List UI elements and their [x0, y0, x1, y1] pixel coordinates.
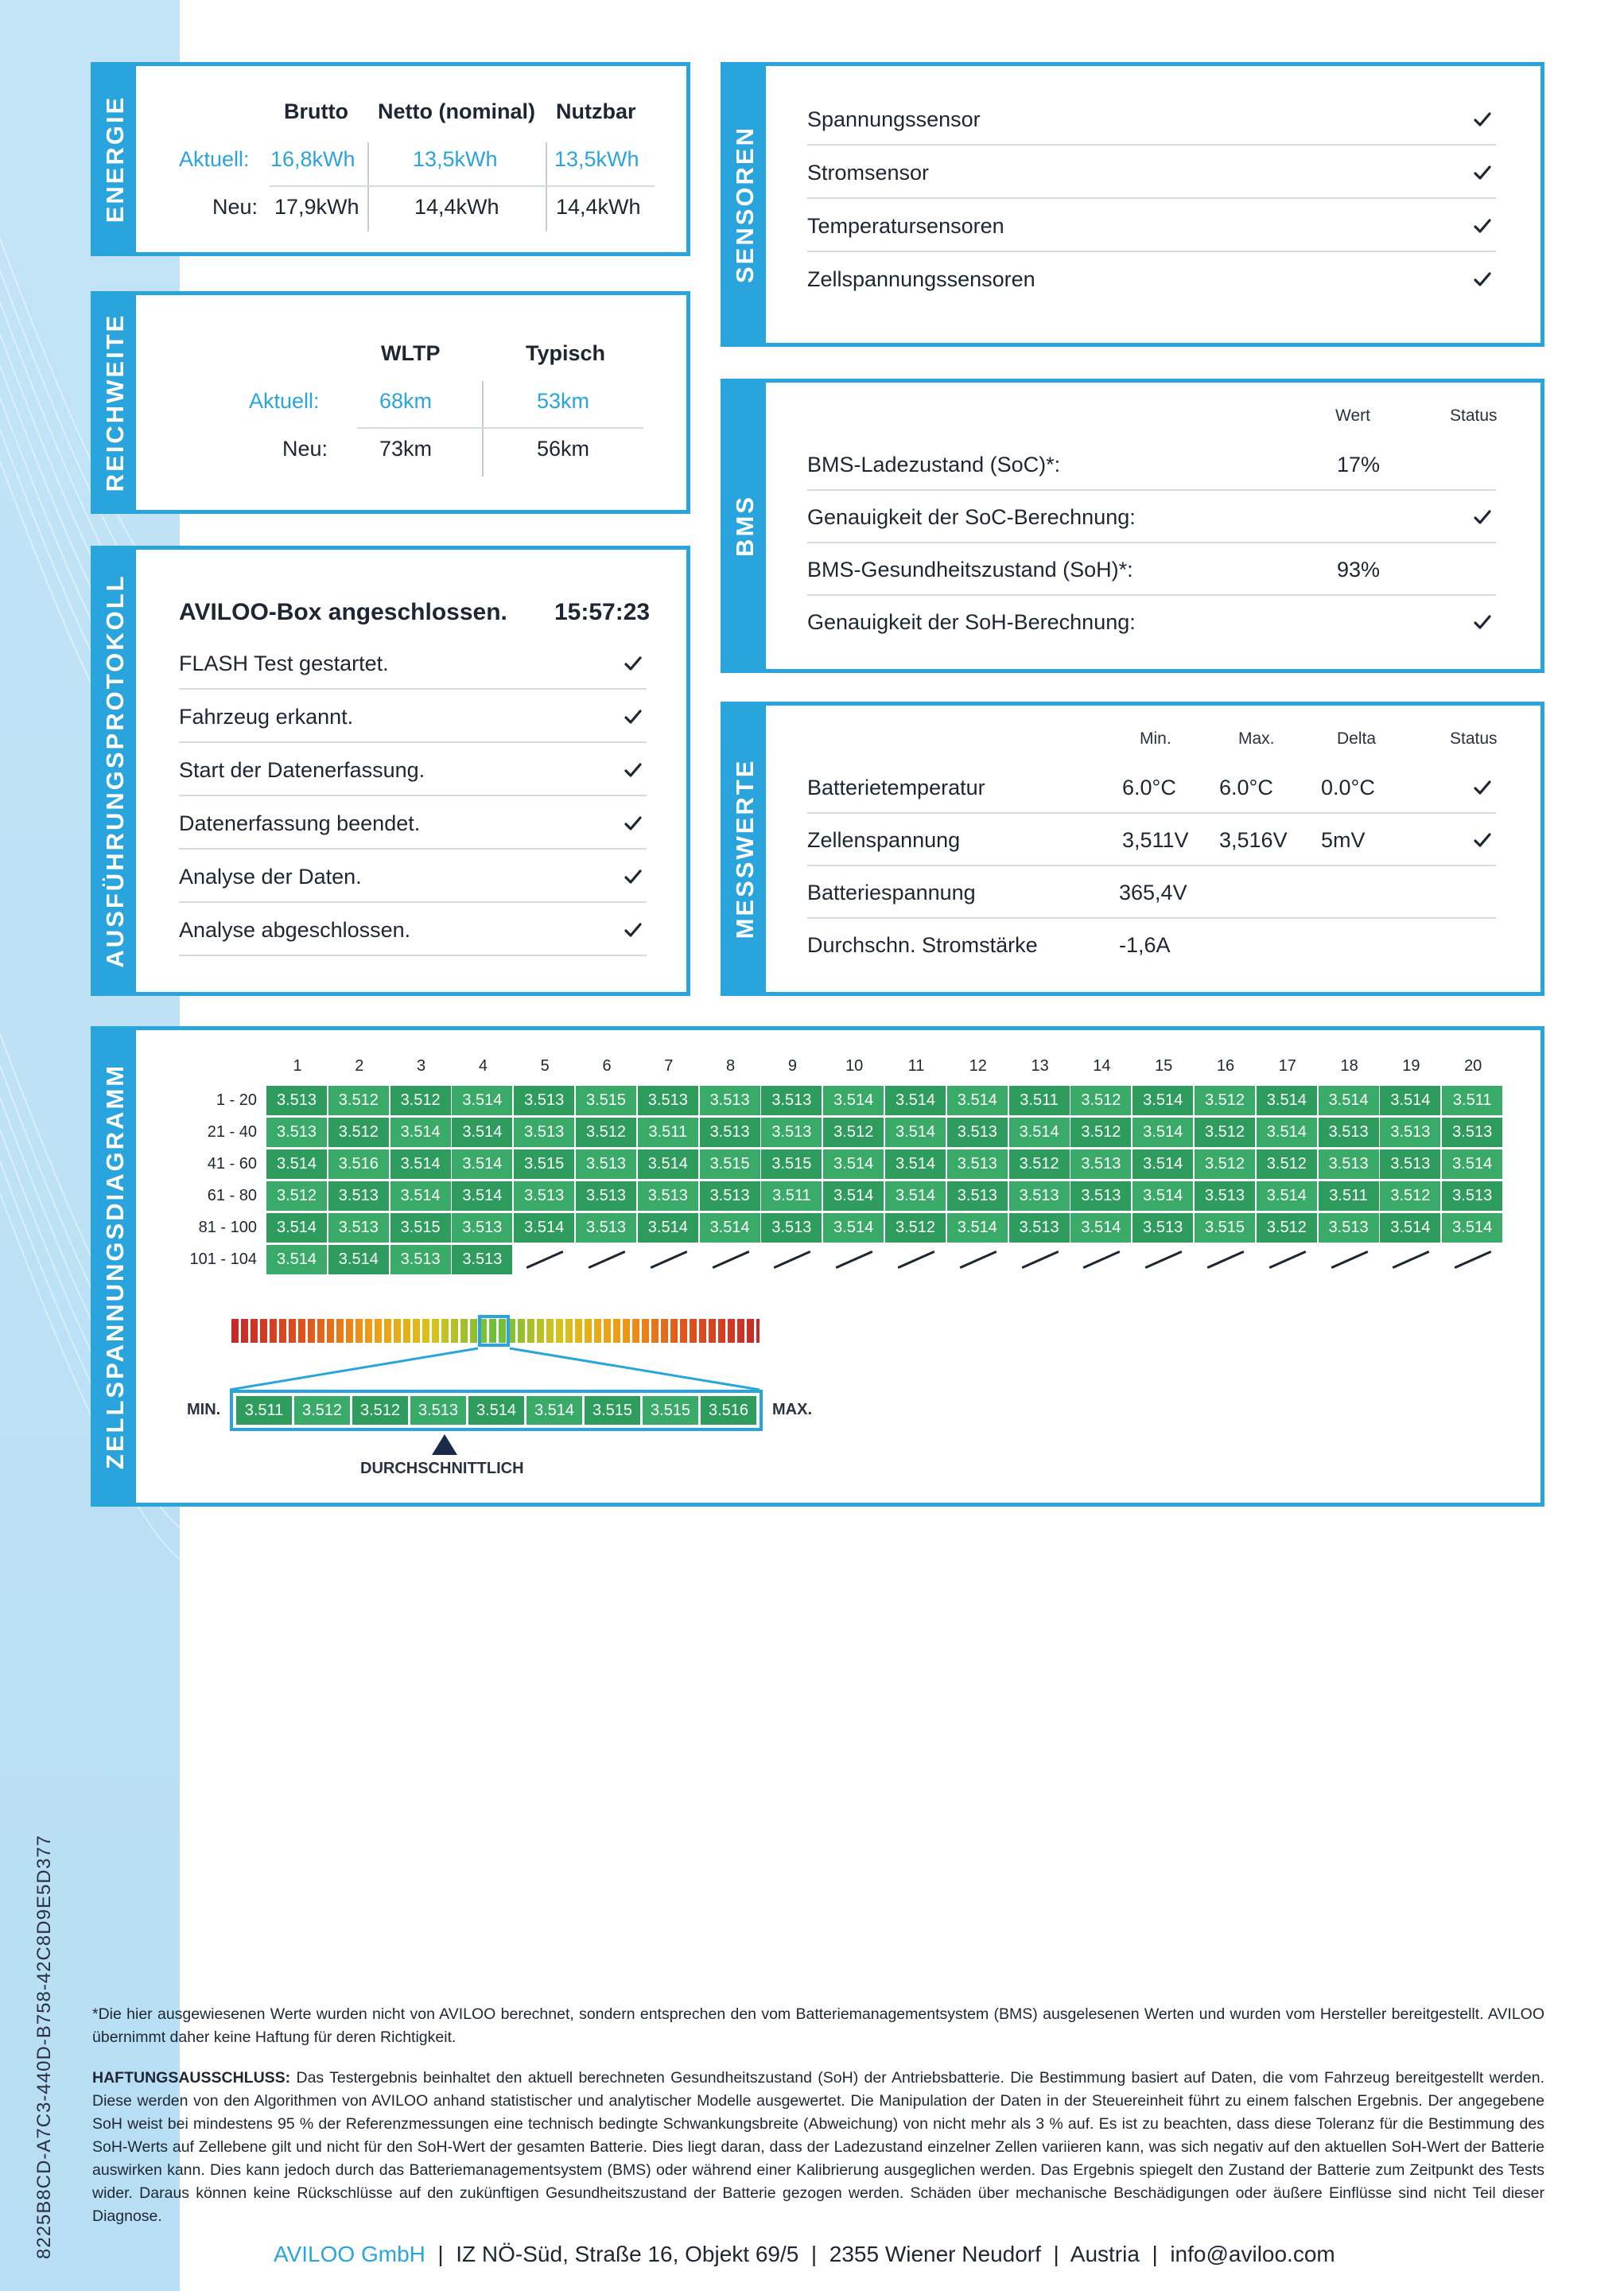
energie-header-nutzbar: Nutzbar: [556, 99, 636, 123]
cell-voltage: 3.511: [1442, 1086, 1502, 1115]
messwert-delta: 5mV: [1321, 828, 1366, 852]
cell-voltage: 3.513: [1319, 1118, 1379, 1147]
cell-voltage: 3.514: [947, 1213, 1008, 1243]
bms-row-value: 17%: [1337, 453, 1381, 476]
bms-side-label: BMS: [725, 383, 766, 669]
grid-row-label: 61 - 80: [207, 1187, 257, 1204]
messwert-min: 6.0°C: [1122, 776, 1176, 799]
footer-city: 2355 Wiener Neudorf: [829, 2242, 1041, 2266]
cell-voltage: 3.514: [1070, 1213, 1131, 1243]
grid-column-number: 8: [726, 1057, 736, 1075]
divider: [357, 427, 643, 429]
messwert-delta: 0.0°C: [1321, 776, 1375, 799]
divider: [807, 865, 1496, 866]
cell-voltage: 3.513: [700, 1181, 760, 1211]
energie-header-brutto: Brutto: [284, 99, 348, 123]
cell-voltage: 3.513: [1009, 1213, 1070, 1243]
cell-voltage: 3.513: [576, 1149, 636, 1179]
cell-voltage: 3.514: [823, 1149, 884, 1179]
cell-voltage: 3.512: [823, 1118, 884, 1147]
reichweite-current-typisch: 53km: [537, 389, 590, 413]
grid-column-number: 1: [293, 1057, 302, 1075]
bms-row-value: 93%: [1337, 558, 1381, 582]
cell-voltage: 3.514: [1257, 1181, 1317, 1211]
bms-col-wert: Wert: [1335, 406, 1370, 425]
cell-voltage: 3.513: [1442, 1118, 1502, 1147]
grid-column-number: 3: [417, 1057, 426, 1075]
cell-voltage: 3.514: [390, 1181, 451, 1211]
cell-voltage: 3.512: [1257, 1149, 1317, 1179]
footer: [274, 2242, 1335, 2267]
cell-voltage: 3.513: [514, 1086, 574, 1115]
average-label: DURCHSCHNITTLICH: [360, 1460, 524, 1477]
sensor-item: Temperatursensoren: [807, 214, 1004, 238]
cell-voltage: 3.512: [390, 1086, 451, 1115]
empty-cell-slash: [1021, 1251, 1059, 1269]
check-icon: [1472, 269, 1493, 290]
cell-voltage: 3.516: [328, 1149, 389, 1179]
scale-max-label: MAX.: [772, 1401, 812, 1418]
cell-voltage: 3.515: [514, 1149, 574, 1179]
divider: [179, 688, 647, 690]
cell-voltage: 3.511: [1319, 1181, 1379, 1211]
cell-voltage: 3.514: [885, 1149, 946, 1179]
cell-voltage: 3.514: [1380, 1213, 1440, 1243]
cell-voltage: 3.514: [885, 1118, 946, 1147]
protokoll-step: Analyse der Daten.: [179, 865, 362, 889]
sensor-item: Stromsensor: [807, 161, 930, 185]
disclaimer: [92, 2067, 1544, 2228]
cell-voltage: 3.512: [1195, 1086, 1255, 1115]
grid-column-number: 9: [787, 1057, 797, 1075]
empty-cell-slash: [959, 1251, 997, 1269]
cell-voltage: 3.514: [266, 1213, 327, 1243]
cell-voltage: 3.514: [638, 1213, 698, 1243]
cell-voltage: 3.514: [452, 1118, 512, 1147]
grid-row-label: 21 - 40: [207, 1123, 257, 1141]
footer-sep: |: [437, 2242, 444, 2266]
cell-voltage: 3.513: [1070, 1149, 1131, 1179]
cell-voltage: 3.514: [1133, 1118, 1193, 1147]
cell-voltage: 3.513: [700, 1086, 760, 1115]
cell-voltage: 3.513: [328, 1213, 389, 1243]
scale-value: 3.515: [643, 1396, 698, 1425]
reichweite-current-label: Aktuell:: [249, 389, 320, 413]
cell-voltage: 3.514: [1257, 1086, 1317, 1115]
cell-voltage: 3.514: [700, 1213, 760, 1243]
cell-voltage: 3.511: [638, 1118, 698, 1147]
cell-voltage: 3.514: [452, 1086, 512, 1115]
cell-voltage: 3.513: [514, 1181, 574, 1211]
footer-company: AVILOO GmbH: [274, 2242, 425, 2266]
cell-voltage: 3.513: [761, 1118, 822, 1147]
cell-voltage: 3.514: [823, 1086, 884, 1115]
empty-cell-slash: [1331, 1251, 1368, 1269]
protokoll-side-label: AUSFÜHRUNGSPROTOKOLL: [95, 550, 136, 992]
cell-voltage: 3.513: [328, 1181, 389, 1211]
cell-voltage: 3.513: [1133, 1213, 1193, 1243]
check-icon: [1472, 162, 1493, 183]
cell-voltage: 3.515: [1195, 1213, 1255, 1243]
divider: [807, 812, 1496, 814]
grid-column-number: 7: [664, 1057, 674, 1075]
disclaimer-label: HAFTUNGSAUSSCHLUSS:: [92, 2069, 291, 2087]
grid-column-number: 12: [969, 1057, 987, 1075]
cell-voltage: 3.514: [390, 1118, 451, 1147]
reichweite-side-label: REICHWEITE: [95, 295, 136, 510]
check-icon: [1472, 777, 1493, 798]
cell-voltage: 3.514: [328, 1245, 389, 1274]
cell-voltage: 3.512: [1257, 1213, 1317, 1243]
grid-column-number: 20: [1464, 1057, 1482, 1075]
cell-voltage: 3.512: [885, 1213, 946, 1243]
cell-voltage: 3.514: [947, 1086, 1008, 1115]
cell-voltage: 3.513: [1380, 1149, 1440, 1179]
divider: [482, 381, 484, 476]
messwerte-col-status: Status: [1450, 729, 1498, 748]
cell-voltage: 3.515: [390, 1213, 451, 1243]
messwerte-col-min: Min.: [1140, 729, 1171, 748]
check-icon: [1472, 109, 1493, 130]
cell-voltage: 3.515: [761, 1149, 822, 1179]
reichweite-panel: [91, 291, 690, 514]
empty-cell-slash: [526, 1251, 564, 1269]
energie-current-label: Aktuell:: [179, 147, 250, 171]
cell-voltage: 3.513: [576, 1181, 636, 1211]
empty-cell-slash: [589, 1251, 626, 1269]
divider: [807, 251, 1496, 252]
cell-voltage: 3.515: [700, 1149, 760, 1179]
cell-voltage: 3.513: [266, 1118, 327, 1147]
scale-value: 3.512: [352, 1396, 408, 1425]
scale-value: 3.514: [526, 1396, 582, 1425]
empty-cell-slash: [1145, 1251, 1183, 1269]
empty-cell-slash: [1393, 1251, 1430, 1269]
messwerte-side-label: MESSWERTE: [725, 706, 766, 992]
cell-voltage: 3.512: [266, 1181, 327, 1211]
grid-column-number: 11: [907, 1057, 925, 1075]
zellspannung-panel: [91, 1026, 1544, 1507]
cell-voltage: 3.513: [1380, 1118, 1440, 1147]
messwert-label: Zellenspannung: [807, 828, 961, 852]
cell-voltage: 3.512: [1380, 1181, 1440, 1211]
cell-voltage: 3.514: [823, 1213, 884, 1243]
energie-side-label: ENERGIE: [95, 66, 136, 252]
grid-column-number: 17: [1278, 1057, 1296, 1075]
energie-current-nutzbar: 13,5kWh: [554, 147, 639, 171]
sensor-item: Spannungssensor: [807, 107, 981, 131]
cell-voltage: 3.514: [266, 1149, 327, 1179]
bms-row-label: Genauigkeit der SoC-Berechnung:: [807, 505, 1136, 529]
protokoll-step: Start der Datenerfassung.: [179, 758, 425, 782]
energie-new-nutzbar: 14,4kWh: [556, 195, 641, 219]
cell-voltage: 3.515: [576, 1086, 636, 1115]
protokoll-step: Analyse abgeschlossen.: [179, 918, 411, 942]
cell-voltage: 3.514: [638, 1149, 698, 1179]
document-id: 8225B8CD-A7C3-440D-B758-42C8D9E5D377: [33, 1834, 55, 2259]
scale-highlight: [478, 1315, 510, 1347]
protokoll-heading: AVILOO-Box angeschlossen.: [179, 599, 507, 625]
disclaimer-text: Das Testergebnis beinhaltet den aktuell berechneten Gesundheitszustand (SoH) der Antriebsbatterie. Die Bestimmung basiert auf Daten, die vom Fahrzeug bereitgestellt werden. Diese werden von den Algorithmen von AVILOO anhand statistischer und analytischer Modelle ausgewertet. Die Manipulation der Daten in der Steuereinheit führt zu einem falschen Ergebnis. Der angegebene SoH weist bei mindestens 95 % der Referenzmessungen eine technisch bedingte Schwankungsbreite (Abweichung) von nicht mehr als 3 % auf. Es ist zu beachten, dass diese Toleranz für die Bestimmung des SoH-Werts auf Zellebene gilt und nicht für den SoH-Wert der gesamten Batterie. Dies liegt daran, dass der Ladezustand einzelner Zellen variieren kann, was sich negativ auf den aktuellen SoH-Wert der Batterie auswirken kann. Dies kann jedoch durch das Batteriemanagementsystem (BMS) oder während einer Kalibrierung ausgeglichen werden. Das Ergebnis spiegelt den Zustand der Batterie zum Zeitpunkt des Tests wider. Daraus können keine Rückschlüsse auf den zukünftigen Gesundheitszustand der Batterie gezogen werden. Schäden über mechanische Beschädigungen oder äußere Einflüsse sind nicht Teil dieser Diagnose.: [92, 2069, 1544, 2225]
protokoll-panel: [91, 546, 690, 996]
protokoll-step: Datenerfassung beendet.: [179, 811, 421, 835]
grid-column-number: 15: [1155, 1057, 1173, 1075]
footer-sep: |: [1152, 2242, 1158, 2266]
cell-voltage: 3.514: [452, 1149, 512, 1179]
cell-voltage: 3.514: [390, 1149, 451, 1179]
messwert-label: Durchschn. Stromstärke: [807, 933, 1038, 957]
energie-panel: [91, 62, 690, 256]
bms-col-status: Status: [1450, 406, 1498, 425]
reichweite-new-typisch: 56km: [537, 437, 590, 461]
reichweite-header-typisch: Typisch: [526, 341, 606, 365]
empty-cell-slash: [1083, 1251, 1121, 1269]
grid-column-number: 14: [1093, 1057, 1111, 1075]
cell-voltage: 3.514: [1319, 1086, 1379, 1115]
divider: [179, 741, 647, 743]
empty-cell-slash: [1455, 1251, 1492, 1269]
cell-voltage: 3.512: [576, 1118, 636, 1147]
divider: [807, 197, 1496, 199]
cell-voltage: 3.512: [1070, 1086, 1131, 1115]
cell-voltage: 3.513: [1442, 1181, 1502, 1211]
messwert-min: 3,511V: [1122, 828, 1189, 852]
cell-voltage: 3.514: [1442, 1149, 1502, 1179]
cell-voltage: 3.513: [761, 1086, 822, 1115]
reichweite-new-label: Neu:: [282, 437, 328, 461]
sensoren-panel: [721, 62, 1544, 347]
cell-voltage: 3.514: [1442, 1213, 1502, 1243]
check-icon: [623, 653, 643, 674]
scale-value: 3.516: [701, 1396, 756, 1425]
check-icon: [623, 706, 643, 727]
empty-cell-slash: [712, 1251, 749, 1269]
check-icon: [623, 920, 643, 940]
divider: [179, 955, 647, 956]
grid-column-number: 10: [845, 1057, 864, 1075]
empty-cell-slash: [1269, 1251, 1306, 1269]
cell-voltage: 3.511: [1009, 1086, 1070, 1115]
cell-voltage: 3.512: [328, 1118, 389, 1147]
scale-min-label: MIN.: [187, 1401, 221, 1418]
sensor-item: Zellspannungssensoren: [807, 267, 1035, 291]
scale-zoom-lines: [230, 1345, 763, 1393]
reichweite-current-wltp: 68km: [379, 389, 433, 413]
grid-column-number: 13: [1031, 1057, 1049, 1075]
cell-voltage: 3.513: [638, 1086, 698, 1115]
cell-voltage: 3.514: [1133, 1181, 1193, 1211]
empty-cell-slash: [650, 1251, 687, 1269]
cell-voltage: 3.511: [761, 1181, 822, 1211]
cell-voltage: 3.513: [947, 1149, 1008, 1179]
divider: [367, 142, 369, 231]
cell-voltage: 3.513: [1070, 1181, 1131, 1211]
divider: [807, 144, 1496, 146]
grid-row-label: 101 - 104: [189, 1251, 257, 1268]
messwert-min: -1,6A: [1119, 933, 1171, 957]
messwert-label: Batteriespannung: [807, 881, 976, 904]
grid-column-number: 6: [602, 1057, 612, 1075]
cell-voltage: 3.513: [452, 1213, 512, 1243]
cell-voltage: 3.514: [1380, 1086, 1440, 1115]
cell-voltage: 3.514: [1133, 1149, 1193, 1179]
grid-column-number: 19: [1402, 1057, 1420, 1075]
zellspannung-side-label: ZELLSPANNUNGSDIAGRAMM: [95, 1030, 136, 1503]
grid-column-number: 16: [1216, 1057, 1235, 1075]
scale-value: 3.515: [585, 1396, 640, 1425]
cell-voltage: 3.513: [452, 1245, 512, 1274]
empty-cell-slash: [1207, 1251, 1245, 1269]
grid-column-number: 5: [540, 1057, 550, 1075]
cell-voltage: 3.514: [1257, 1118, 1317, 1147]
scale-value: 3.512: [294, 1396, 350, 1425]
grid-row-label: 41 - 60: [207, 1155, 257, 1173]
cell-voltage: 3.514: [823, 1181, 884, 1211]
empty-cell-slash: [836, 1251, 873, 1269]
cell-voltage: 3.513: [1319, 1149, 1379, 1179]
cell-voltage: 3.514: [1133, 1086, 1193, 1115]
grid-row-label: 1 - 20: [216, 1091, 257, 1109]
divider: [270, 185, 655, 187]
check-icon: [1472, 507, 1493, 527]
cell-voltage: 3.513: [761, 1213, 822, 1243]
grid-column-number: 2: [355, 1057, 364, 1075]
scale-value: 3.511: [236, 1396, 292, 1425]
bms-panel: [721, 379, 1544, 673]
cell-voltage: 3.514: [885, 1181, 946, 1211]
energie-header-netto: Netto (nominal): [378, 99, 535, 123]
energie-current-brutto: 16,8kWh: [270, 147, 355, 171]
empty-cell-slash: [774, 1251, 811, 1269]
energie-current-netto: 13,5kWh: [413, 147, 498, 171]
scale-value: 3.513: [410, 1396, 466, 1425]
check-icon: [623, 760, 643, 780]
footer-address: IZ NÖ-Süd, Straße 16, Objekt 69/5: [456, 2242, 799, 2266]
reichweite-header-wltp: WLTP: [381, 341, 441, 365]
protokoll-time: 15:57:23: [554, 599, 651, 625]
footer-email[interactable]: info@aviloo.com: [1170, 2242, 1335, 2266]
messwert-min: 365,4V: [1119, 881, 1187, 904]
scale-value: 3.514: [468, 1396, 524, 1425]
messwert-max: 3,516V: [1219, 828, 1288, 852]
reichweite-new-wltp: 73km: [379, 437, 433, 461]
cell-voltage: 3.513: [700, 1118, 760, 1147]
bms-row-label: BMS-Ladezustand (SoC)*:: [807, 453, 1061, 476]
divider: [807, 917, 1496, 919]
messwerte-panel: [721, 702, 1544, 996]
cell-voltage: 3.513: [1195, 1181, 1255, 1211]
cell-voltage: 3.514: [266, 1245, 327, 1274]
cell-voltage: 3.514: [885, 1086, 946, 1115]
cell-voltage: 3.513: [390, 1245, 451, 1274]
footer-country: Austria: [1070, 2242, 1140, 2266]
messwert-label: Batterietemperatur: [807, 776, 985, 799]
check-icon: [1472, 612, 1493, 632]
cell-voltage: 3.512: [1070, 1118, 1131, 1147]
cell-voltage: 3.513: [576, 1213, 636, 1243]
cell-voltage: 3.514: [514, 1213, 574, 1243]
cell-voltage: 3.513: [266, 1086, 327, 1115]
check-icon: [623, 813, 643, 834]
cell-voltage: 3.513: [514, 1118, 574, 1147]
check-icon: [623, 866, 643, 887]
check-icon: [1472, 830, 1493, 850]
cell-voltage: 3.512: [1195, 1149, 1255, 1179]
cell-voltage: 3.513: [1319, 1213, 1379, 1243]
divider: [179, 901, 647, 903]
empty-cell-slash: [898, 1251, 935, 1269]
footer-sep: |: [810, 2242, 818, 2266]
energie-new-netto: 14,4kWh: [414, 195, 499, 219]
grid-column-number: 4: [478, 1057, 488, 1075]
energie-new-brutto: 17,9kWh: [274, 195, 359, 219]
check-icon: [1472, 216, 1493, 236]
protokoll-step: Fahrzeug erkannt.: [179, 705, 354, 729]
divider: [546, 142, 547, 231]
cell-voltage: 3.513: [947, 1181, 1008, 1211]
divider: [179, 795, 647, 796]
cell-voltage: 3.512: [1009, 1149, 1070, 1179]
energie-new-label: Neu:: [212, 195, 258, 219]
bms-row-label: BMS-Gesundheitszustand (SoH)*:: [807, 558, 1133, 582]
cell-voltage: 3.512: [328, 1086, 389, 1115]
bms-row-label: Genauigkeit der SoH-Berechnung:: [807, 610, 1136, 634]
divider: [807, 489, 1496, 491]
protokoll-step: FLASH Test gestartet.: [179, 652, 389, 675]
cell-voltage: 3.512: [1195, 1118, 1255, 1147]
divider: [807, 594, 1496, 596]
footnote-star: *Die hier ausgewiesenen Werte wurden nicht von AVILOO berechnet, sondern entsprechen den vom Batteriemanagementsystem (BMS) ausgelesenen Werten und wurden vom Hersteller bereitgestellt. AVILOO übernimmt daher keine Haftung für deren Richtigkeit.: [92, 2005, 1544, 2046]
grid-row-label: 81 - 100: [198, 1219, 257, 1236]
cell-voltage: 3.513: [1009, 1181, 1070, 1211]
grid-column-number: 18: [1340, 1057, 1358, 1075]
cell-voltage: 3.514: [1009, 1118, 1070, 1147]
messwerte-col-max: Max.: [1238, 729, 1275, 748]
divider: [179, 848, 647, 850]
cell-voltage: 3.514: [452, 1181, 512, 1211]
average-marker-icon: [432, 1434, 457, 1455]
sensoren-side-label: SENSOREN: [725, 66, 766, 343]
divider: [807, 542, 1496, 543]
messwerte-col-delta: Delta: [1337, 729, 1377, 748]
cell-voltage: 3.513: [947, 1118, 1008, 1147]
footer-sep: |: [1053, 2242, 1059, 2266]
messwert-max: 6.0°C: [1219, 776, 1273, 799]
cell-voltage: 3.513: [638, 1181, 698, 1211]
